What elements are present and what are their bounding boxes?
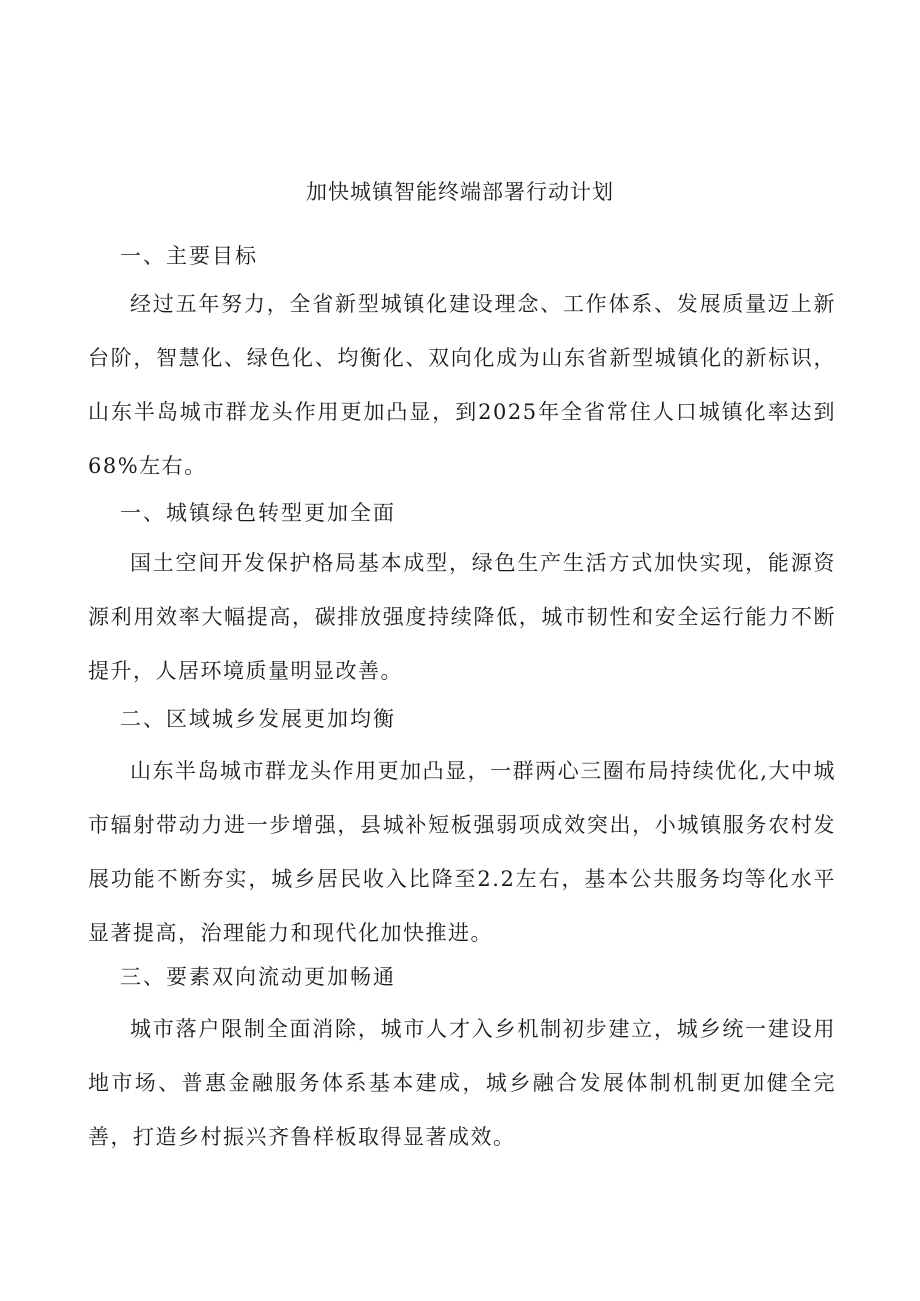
section-heading-regional-balance: 二、区域城乡发展更加均衡 (120, 707, 396, 731)
section-heading-main-goals: 一、主要目标 (120, 244, 258, 268)
section-paragraph-regional-balance: 山东半岛城市群龙头作用更加凸显，一群两心三圈布局持续优化,大中城市辐射带动力进一步增强，县城补短板强弱项成效突出，小城镇服务农村发展功能不断夯实，城乡居民收入比降至2.2左右，基本公共服务均等化水平显著提高，治理能力和现代化加快推进。 (88, 759, 836, 945)
section-heading-factor-flow: 三、要素双向流动更加畅通 (120, 965, 396, 989)
document-title: 加快城镇智能终端部署行动计划 (306, 180, 614, 204)
section-paragraph-main-goals: 经过五年努力，全省新型城镇化建设理念、工作体系、发展质量迈上新台阶，智慧化、绿色化、均衡化、双向化成为山东省新型城镇化的新标识，山东半岛城市群龙头作用更加凸显，到2025年全省常住人口城镇化率达到68%左右。 (88, 292, 836, 478)
section-heading-green-transition: 一、城镇绿色转型更加全面 (120, 501, 396, 525)
section-paragraph-green-transition: 国土空间开发保护格局基本成型，绿色生产生活方式加快实现，能源资源利用效率大幅提高，碳排放强度持续降低，城市韧性和安全运行能力不断提升，人居环境质量明显改善。 (88, 551, 836, 683)
section-paragraph-factor-flow: 城市落户限制全面消除，城市人才入乡机制初步建立，城乡统一建设用地市场、普惠金融服务体系基本建成，城乡融合发展体制机制更加健全完善，打造乡村振兴齐鲁样板取得显著成效。 (88, 1017, 836, 1149)
